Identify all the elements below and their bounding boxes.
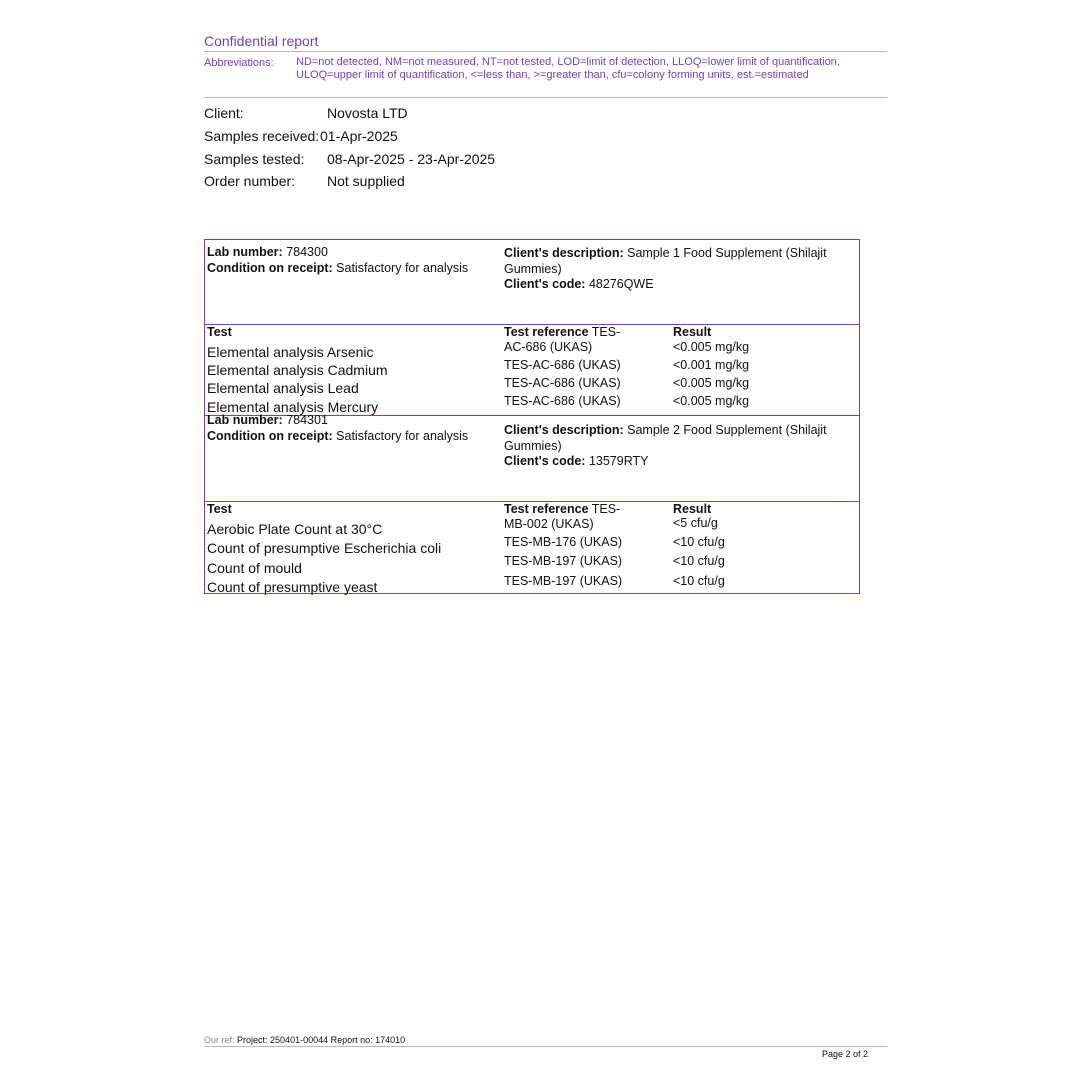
page-number: Page 2 of 2	[822, 1049, 869, 1059]
client-description-label: Client's description:	[504, 246, 624, 260]
samples-tested-label: Samples tested:	[204, 151, 305, 167]
test-reference: TES-AC-686 (UKAS)	[504, 376, 621, 390]
test-result: <10 cfu/g	[673, 574, 725, 588]
sample-block-2	[204, 415, 860, 594]
client-code-label: Client's code:	[504, 454, 586, 468]
header-rule	[204, 51, 887, 52]
order-number-value: Not supplied	[327, 173, 405, 189]
test-reference: TES-MB-197 (UKAS)	[504, 574, 623, 588]
test-reference-first: TES-MB-002 (UKAS)	[504, 502, 621, 531]
test-name: Count of presumptive Escherichia coli	[207, 540, 442, 556]
client-description-value: Sample 1 Food Supplement (Shilajit Gummies)	[504, 246, 827, 276]
condition-value: Satisfactory for analysis	[336, 261, 469, 275]
condition-label: Condition on receipt:	[207, 261, 333, 275]
test-result: <5 cfu/g	[673, 516, 718, 530]
client-value: Novosta LTD	[327, 105, 408, 121]
client-label: Client:	[204, 105, 244, 121]
samples-received-label: Samples received:	[204, 128, 320, 144]
client-code-value: 13579RTY	[588, 454, 649, 468]
order-number-label: Order number:	[204, 173, 296, 189]
test-column-header: Test	[207, 325, 232, 339]
condition-value: Satisfactory for analysis	[336, 429, 469, 443]
test-result: <0.001 mg/kg	[673, 358, 750, 372]
client-description-label: Client's description:	[504, 423, 624, 437]
test-result: <0.005 mg/kg	[673, 340, 750, 354]
test-reference-first: TES-AC-686 (UKAS)	[504, 325, 621, 354]
lab-number-value: 784300	[286, 245, 328, 259]
test-reference-label: Test reference	[504, 502, 589, 516]
abbreviations-label: Abbreviations:	[204, 57, 274, 69]
client-description-value: Sample 2 Food Supplement (Shilajit Gummies)	[504, 423, 827, 453]
condition-label: Condition on receipt:	[207, 429, 333, 443]
test-name: Elemental analysis Lead	[207, 380, 359, 396]
test-result: <0.005 mg/kg	[673, 394, 750, 408]
condition-line	[207, 261, 468, 275]
lab-number-value: 784301	[286, 413, 328, 427]
test-reference-label: Test reference	[504, 325, 589, 339]
test-reference: TES-MB-176 (UKAS)	[504, 535, 623, 549]
test-name: Aerobic Plate Count at 30°C	[207, 521, 383, 537]
sample-block-1	[204, 239, 860, 416]
abbreviations-text: ND=not detected, NM=not measured, NT=not tested, LOD=limit of detection, LLOQ=lower limit of quantification, ULOQ=upper limit of quantification, <=less than, >=greater than, cfu=colony forming units, est.=estimated	[296, 56, 840, 81]
result-column-header: Result	[673, 325, 712, 339]
test-reference: TES-MB-197 (UKAS)	[504, 554, 623, 568]
sample-header	[205, 413, 859, 501]
lab-number-label: Lab number:	[207, 245, 283, 259]
lab-number-label: Lab number:	[207, 413, 283, 427]
test-name: Elemental analysis Cadmium	[207, 362, 388, 378]
test-name: Count of presumptive yeast	[207, 579, 378, 595]
test-table	[205, 324, 859, 417]
footer-ref-label: Our ref:	[204, 1035, 235, 1045]
test-result: <0.005 mg/kg	[673, 376, 750, 390]
sample-header	[205, 240, 859, 324]
lab-number-line	[207, 413, 328, 427]
test-reference-header	[504, 502, 634, 532]
test-table	[205, 501, 859, 595]
client-description	[504, 423, 849, 470]
samples-tested-value: 08-Apr-2025 - 23-Apr-2025	[327, 151, 496, 167]
test-reference-header	[504, 325, 634, 355]
test-reference: TES-AC-686 (UKAS)	[504, 394, 621, 408]
client-description	[504, 246, 849, 293]
client-code-value: 48276QWE	[588, 277, 654, 291]
footer-rule	[204, 1046, 887, 1047]
lab-number-line	[207, 245, 328, 259]
test-result: <10 cfu/g	[673, 535, 725, 549]
footer-reference	[204, 1035, 405, 1045]
result-column-header: Result	[673, 502, 712, 516]
client-code-label: Client's code:	[504, 277, 586, 291]
test-name: Elemental analysis Arsenic	[207, 344, 374, 360]
footer-ref-value: Project: 250401-00044 Report no: 174010	[237, 1035, 406, 1045]
condition-line	[207, 429, 468, 443]
test-name: Elemental analysis Mercury	[207, 399, 379, 415]
test-name: Count of mould	[207, 560, 302, 576]
samples-received-value: 01-Apr-2025	[320, 128, 398, 144]
abbreviations-rule	[204, 97, 887, 98]
test-column-header: Test	[207, 502, 232, 516]
report-title: Confidential report	[204, 33, 319, 49]
test-result: <10 cfu/g	[673, 554, 725, 568]
test-reference: TES-AC-686 (UKAS)	[504, 358, 621, 372]
